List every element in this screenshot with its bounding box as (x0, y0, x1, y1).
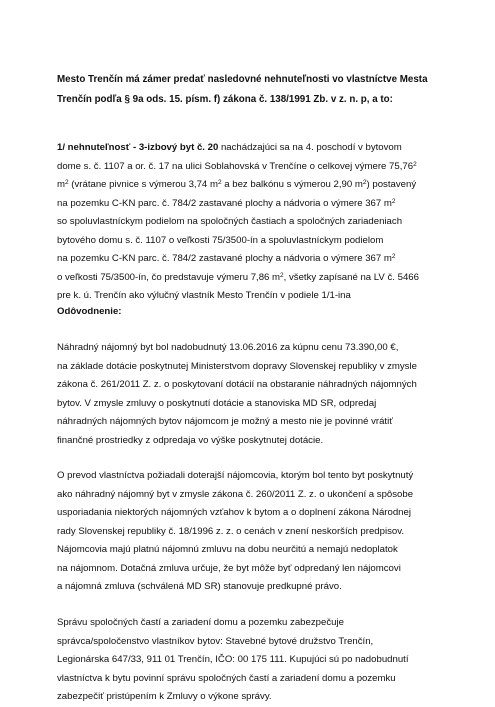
item-text: ) postavený (366, 179, 417, 190)
superscript: 2 (391, 253, 396, 260)
paragraph-line: vlastníctva k bytu povinní správu spoločných častí a zariadení domu a pozemku (57, 672, 396, 684)
paragraph-line: a nájomná zmluva (schválená MD SR) stanovuje predkupné právo. (57, 581, 342, 592)
justification-paragraph-3 (57, 614, 457, 707)
paragraph-line: zákona č. 261/2011 Z. z. o poskytovaní dotácií na obstaranie náhradných nájomných (57, 379, 417, 390)
paragraph-line: na nájomnom. Dotačná zmluva určuje, že byt môže byť odpredaný len nájomcovi (57, 562, 401, 574)
paragraph-line: O prevod vlastníctva požiadali doterajší nájomcovia, ktorým bol tento byt poskytnutý (57, 470, 414, 481)
superscript: 2 (413, 160, 417, 168)
superscript: 2 (65, 179, 69, 186)
paragraph-line: finančné prostriedky z odpredaja vo výške poskytnutej dotácie. (57, 434, 324, 446)
paragraph-line: zabezpečiť pristúpením k Zmluvy o výkone správy. (57, 691, 272, 702)
item-line (57, 158, 457, 177)
paragraph-line: na základe dotácie poskytnutej Ministerstvom dopravy Slovenskej republiky v zmysle (57, 360, 417, 372)
paragraph-line: Náhradný nájomný byt bol nadobudnutý 13.06.2016 za kúpnu cenu 73.390,00 €, (57, 342, 399, 353)
paragraph-line: usporiadania niektorých nájomných vzťahov k bytom a o doplnení zákona Národnej (57, 507, 411, 518)
item-text: na pozemku C-KN parc. č. 784/2 zastavané plochy a nádvoria o výmere 367 m (57, 253, 392, 264)
paragraph-line: správca/spoločenstvo vlastníkov bytov: Stavebné bytové družstvo Trenčín, (57, 635, 374, 647)
superscript: 2 (362, 179, 367, 186)
paragraph-line: Správu spoločných častí a zariadení domu a pozemku zabezpečuje (57, 617, 344, 628)
property-item (57, 139, 457, 306)
item-line (57, 269, 457, 288)
intro-line: Trenčín podľa § 9a ods. 15. písm. f) zákona č. 138/1991 Zb. v z. n. p, a to: (57, 93, 393, 105)
paragraph-line: bytov. V zmysle zmluvy o poskytnutí dotácie a stanoviska MD SR, odpredaj (57, 397, 377, 409)
superscript: 2 (391, 197, 396, 205)
item-text: o veľkosti 75/3500-ín, čo predstavuje výmeru 7,86 m (57, 271, 281, 283)
item-text: na pozemku C-KN parc. č. 784/2 zastavané plochy a nádvoria o výmere 367 m (57, 197, 392, 209)
paragraph-line: ako náhradný nájomný byt v zmysle zákona č. 260/2011 Z. z. o ukončení a spôsobe (57, 488, 414, 500)
item-text: , všetky zapísané na LV č. 5466 (283, 271, 419, 283)
item-line: bytového domu s. č. 1107 o veľkosti 75/3500-ín a spoluvlastníckym podielom (57, 234, 384, 246)
paragraph-line: rady Slovenskej republiky č. 18/1996 z. z. o cenách v znení neskorších predpisov. (57, 525, 404, 537)
item-line (57, 139, 457, 158)
item-line: pre k. ú. Trenčín ako výlučný vlastník Mesto Trenčín v podiele 1/1-ina (57, 290, 351, 301)
paragraph-line: náhradných nájomných bytov nájomcom je možný a mesto nie je povinné vrátiť (57, 416, 393, 427)
item-text: nachádzajúci sa na 4. poschodí v bytovom (218, 142, 402, 153)
item-line (57, 250, 457, 269)
justification-heading-block (57, 303, 457, 322)
item-line (57, 176, 457, 195)
justification-paragraph-1 (57, 339, 457, 450)
paragraph-line: Legionárska 647/33, 911 01 Trenčín, IČO: 00 175 111. Kupujúci sú po nadobudnutí (57, 654, 409, 665)
item-lead: 1/ nehnuteľnosť - 3-izbový byt č. 20 (57, 142, 219, 153)
superscript: 2 (217, 179, 222, 186)
justification-paragraph-2 (57, 467, 457, 597)
intro-line: Mesto Trenčín má zámer predať nasledovné nehnuteľnosti vo vlastníctve Mesta (57, 74, 428, 85)
paragraph-line: Nájomcovia majú platnú nájomnú zmluvu na dobu neurčitú a nemajú nedoplatok (57, 544, 398, 555)
item-text: m (57, 179, 65, 190)
superscript: 2 (280, 271, 284, 279)
intro-paragraph (57, 70, 457, 109)
justification-heading: Odôvodnenie: (57, 306, 122, 317)
item-line (57, 195, 457, 214)
item-text: dome s. č. 1107 a or. č. 17 na ulici Soblahovská v Trenčíne o celkovej výmere 75,76 (57, 160, 414, 172)
item-line: so spoluvlastníckym podielom na spoločných častiach a spoločných zariadeniach (57, 216, 403, 227)
item-text: (vrátane pivnice s výmerou 3,74 m (71, 179, 218, 190)
item-text: a bez balkónu s výmerou 2,90 m (221, 179, 363, 190)
